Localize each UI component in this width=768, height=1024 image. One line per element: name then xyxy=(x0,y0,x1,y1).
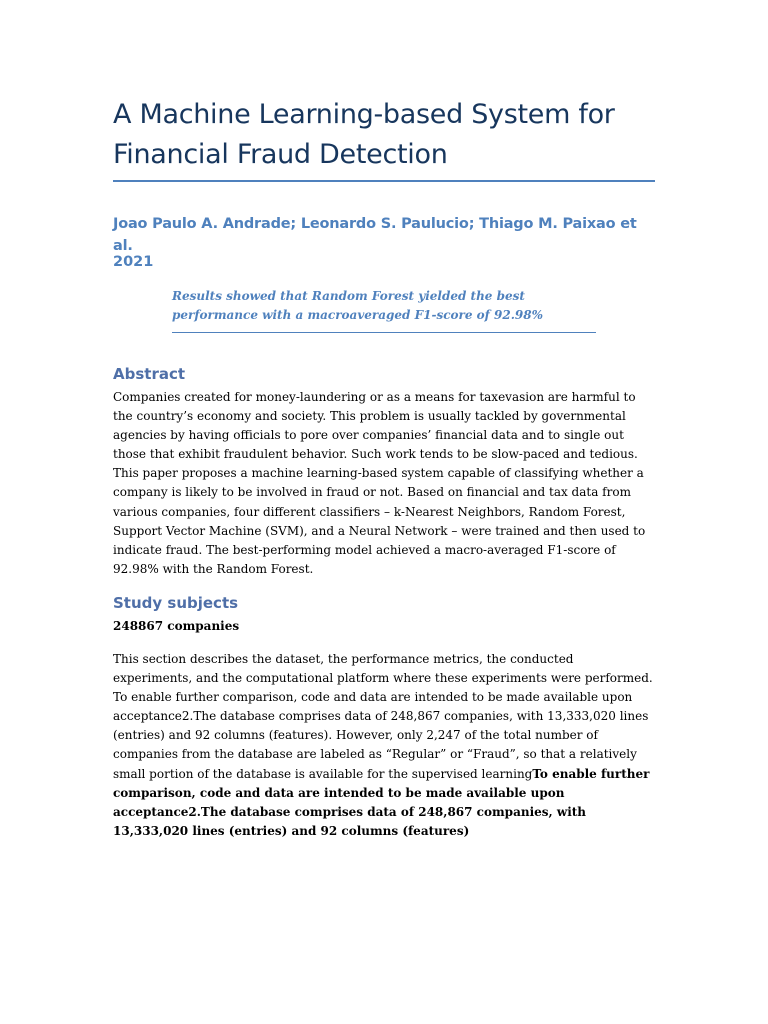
abstract-text: Companies created for money-laundering or as a means for taxevasion are harmful to the country’s economy and society. This problem is usually tackled by governmental agencies by having officials to pore over companies’ financial data and to single out those that exhibit fraudulent behavior. Such work tends to be slow-paced and tedious. This paper proposes a machine learning-based system capable of classifying whether a company is likely to be involved in fraud or not. Based on financial and tax data from various companies, four different classifiers – k-Nearest Neighbors, Random Forest, Support Vector Machine (SVM), and a Neural Network – were trained and then used to indicate fraud. The best-performing model achieved a macro-averaged F1-score of 92.98% with the Random Forest. xyxy=(113,390,646,576)
highlight-quote: Results showed that Random Forest yielded the best performance with a macroaveraged F1-score of 92.98% xyxy=(172,287,596,333)
study-subjects-text: This section describes the dataset, the performance metrics, the conducted experiments, and the computational platform where these experiments were performed. To enable further comparison, code and data are intended to be made available upon acceptance2.The database comprises data of 248,867 companies, with 13,333,020 lines (entries) and 92 columns (features). However, only 2,247 of the total number of companies from the database are labeled as “Regular” or “Fraud”, so that a relatively small portion of the database is available for the supervised learning xyxy=(113,652,653,781)
title-divider xyxy=(113,180,655,182)
study-subjects-heading: Study subjects xyxy=(113,594,239,612)
subjects-count: 248867 companies xyxy=(113,619,240,633)
study-subjects-bold-text: To enable further comparison, code and data are intended to be made available upon acceptance2.The database comprises data of 248,867 companies, with 13,333,020 lines (entries) and 92 columns (features) xyxy=(113,766,650,838)
authors-line: Joao Paulo A. Andrade; Leonardo S. Paulucio; Thiago M. Paixao et al. xyxy=(113,216,637,254)
abstract-heading: Abstract xyxy=(113,365,186,383)
study-subjects-paragraph xyxy=(113,650,655,841)
publication-year: 2021 xyxy=(113,254,154,270)
document-title: A Machine Learning-based System for Financial Fraud Detection xyxy=(113,99,615,170)
